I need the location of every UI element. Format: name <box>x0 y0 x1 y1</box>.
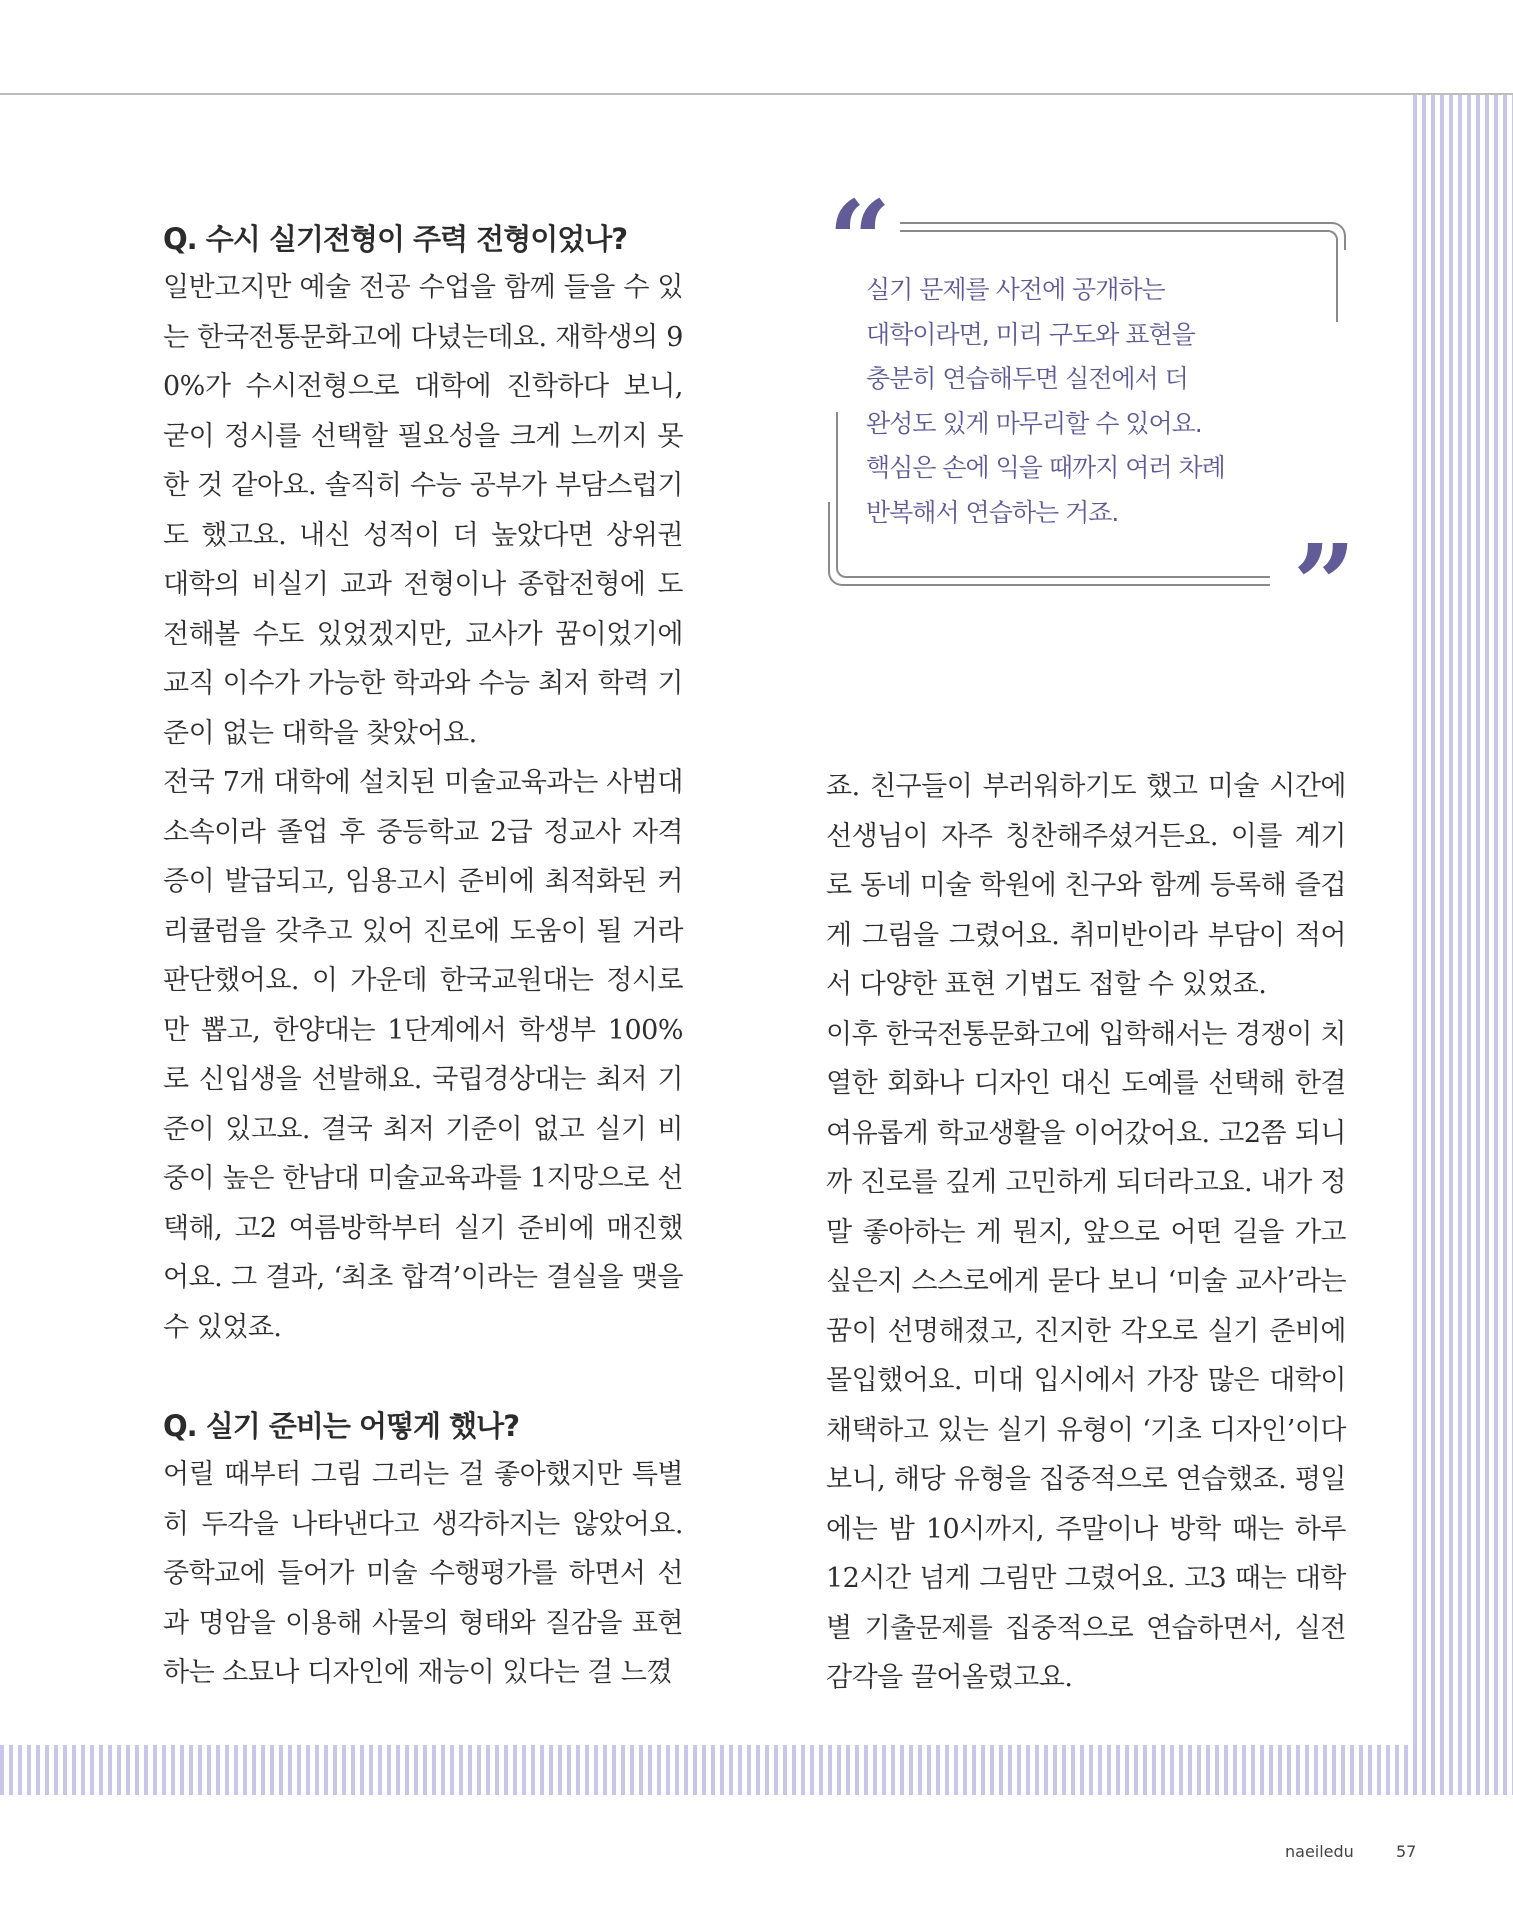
quote-line: 반복해서 연습하는 거죠. <box>866 497 1119 527</box>
answer-paragraph-3: 어릴 때부터 그림 그리는 걸 좋아했지만 특별히 두각을 나타낸다고 생각하지는 않았어요. 중학교에 들어가 미술 수행평가를 하면서 선과 명암을 이용해 사물의 형태와 질감을 표현하는 소묘나 디자인에 재능이 있다는 걸 느꼈 <box>163 1459 683 1688</box>
answer-paragraph-4: 죠. 친구들이 부러워하기도 했고 미술 시간에 선생님이 자주 칭찬해주셨거든요. 이를 계기로 동네 미술 학원에 친구와 함께 등록해 즐겁게 그림을 그렸어요. 취미반이라 부담이 적어서 다양한 표현 기법도 접할 수 있었죠. <box>826 771 1346 1000</box>
answer-paragraph-1: 일반고지만 예술 전공 수업을 함께 들을 수 있는 한국전통문화고에 다녔는데요. 재학생의 90%가 수시전형으로 대학에 진학하다 보니, 굳이 정시를 선택할 필요성을 크게 느끼지 못한 것 같아요. 솔직히 수능 공부가 부담스럽기도 했고요. 내신 성적이 더 높았다면 상위권 대학의 비실기 교과 전형이나 종합전형에 도전해볼 수도 있었겠지만, 교사가 꿈이었기에 교직 이수가 가능한 학과와 수능 최저 학력 기준이 없는 대학을 찾았어요. <box>163 272 683 749</box>
pull-quote <box>828 176 1356 649</box>
section-gap <box>163 1352 683 1402</box>
right-stripe-band <box>1413 95 1513 1795</box>
right-column <box>826 762 1346 1703</box>
page-number: 57 <box>1396 1842 1417 1861</box>
answer-paragraph-2: 전국 7개 대학에 설치된 미술교육과는 사범대 소속이라 졸업 후 중등학교 2급 정교사 자격증이 발급되고, 임용고시 준비에 최적화된 커리큘럼을 갖추고 있어 진로에 도움이 될 거라 판단했어요. 이 가운데 한국교원대는 정시로만 뽑고, 한양대는 1단계에서 학생부 100%로 신입생을 선발해요. 국립경상대는 최저 기준이 있고요. 결국 최저 기준이 없고 실기 비중이 높은 한남대 미술교육과를 1지망으로 선택해, 고2 여름방학부터 실기 준비에 매진했어요. 그 결과, ‘최초 합격’이라는 결실을 맺을 수 있었죠. <box>163 767 683 1343</box>
quote-line: 핵심은 손에 익을 때까지 여러 차례 <box>866 453 1225 482</box>
quote-line: 대학이라면, 미리 구도와 표현을 <box>866 319 1195 349</box>
close-quote-icon: ” <box>1292 520 1356 649</box>
bottom-stripe-band <box>0 1745 1513 1795</box>
footer-brand: naeiledu <box>1285 1842 1354 1861</box>
quote-line: 충분히 연습해두면 실전에서 더 <box>866 364 1188 393</box>
answer-paragraph-5: 이후 한국전통문화고에 입학해서는 경쟁이 치열한 회화나 디자인 대신 도예를 선택해 한결 여유롭게 학교생활을 이어갔어요. 고2쯤 되니까 진로를 깊게 고민하게 되더라고요. 내가 정말 좋아하는 게 뭔지, 앞으로 어떤 길을 가고 싶은지 스스로에게 묻다 보니 ‘미술 교사’라는 꿈이 선명해졌고, 진지한 각오로 실기 준비에 몰입했어요. 미대 입시에서 가장 많은 대학이 채택하고 있는 실기 유형이 ‘기초 디자인’이다 보니, 해당 유형을 집중적으로 연습했죠. 평일에는 밤 10시까지, 주말이나 방학 때는 하루 12시간 넘게 그림만 그렸어요. 고3 때는 대학별 기출문제를 집중적으로 연습하면서, 실전 감각을 끌어올렸고요. <box>826 1018 1346 1693</box>
open-quote-icon: “ <box>828 176 892 305</box>
question-heading-1: Q. 수시 실기전형이 주력 전형이었나? <box>163 222 628 256</box>
quote-line: 실기 문제를 사전에 공개하는 <box>866 275 1165 304</box>
left-column <box>163 215 683 1698</box>
question-heading-2: Q. 실기 준비는 어떻게 했나? <box>163 1409 520 1443</box>
quote-line: 완성도 있게 마무리할 수 있어요. <box>866 408 1202 438</box>
quote-text <box>866 268 1326 535</box>
